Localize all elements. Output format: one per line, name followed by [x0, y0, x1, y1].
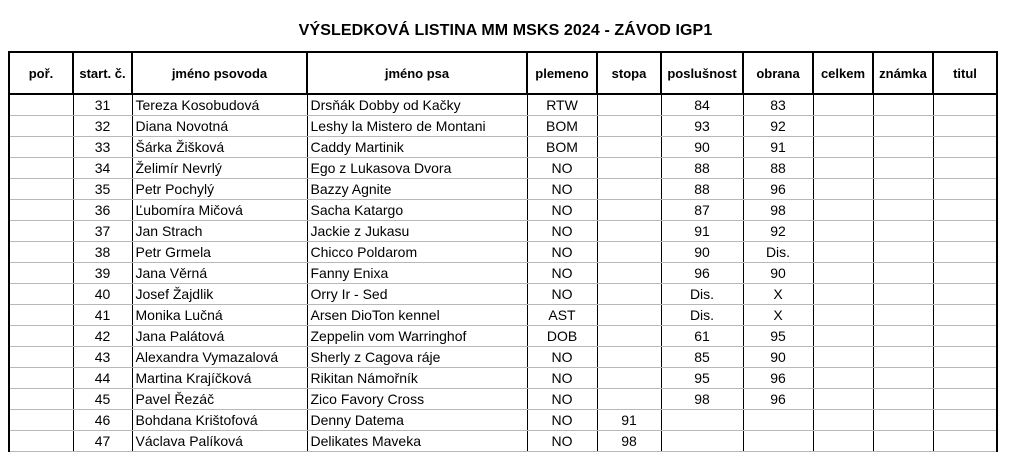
cell-rank	[9, 389, 73, 410]
header-cell: jméno psovoda	[132, 52, 307, 94]
cell-protection: 88	[743, 158, 813, 179]
cell-rank	[9, 431, 73, 452]
cell-dog-name: Sacha Katargo	[307, 200, 527, 221]
cell-breed: BOM	[527, 116, 597, 137]
cell-title	[933, 347, 997, 368]
cell-grade	[873, 431, 933, 452]
cell-title	[933, 158, 997, 179]
cell-handler-name: Petr Pochylý	[132, 179, 307, 200]
cell-start-number: 47	[73, 431, 132, 452]
cell-breed: AST	[527, 305, 597, 326]
header-cell: titul	[933, 52, 997, 94]
cell-total	[813, 179, 873, 200]
cell-start-number: 32	[73, 116, 132, 137]
cell-grade	[873, 179, 933, 200]
cell-handler-name: Diana Novotná	[132, 116, 307, 137]
cell-protection: 83	[743, 94, 813, 116]
cell-dog-name: Caddy Martinik	[307, 137, 527, 158]
cell-title	[933, 221, 997, 242]
cell-handler-name: Jana Palátová	[132, 326, 307, 347]
cell-title	[933, 284, 997, 305]
cell-handler-name: Monika Lučná	[132, 305, 307, 326]
cell-rank	[9, 116, 73, 137]
cell-tracking	[597, 368, 661, 389]
cell-rank	[9, 94, 73, 116]
cell-dog-name: Orry Ir - Sed	[307, 284, 527, 305]
cell-dog-name: Zico Favory Cross	[307, 389, 527, 410]
header-row	[9, 52, 997, 94]
cell-handler-name: Josef Žajdlik	[132, 284, 307, 305]
cell-dog-name: Drsňák Dobby od Kačky	[307, 94, 527, 116]
cell-tracking: 98	[597, 431, 661, 452]
cell-rank	[9, 368, 73, 389]
cell-protection: 91	[743, 137, 813, 158]
table-row	[9, 305, 997, 326]
cell-protection: Dis.	[743, 242, 813, 263]
table-row	[9, 431, 997, 452]
table-row	[9, 242, 997, 263]
cell-obedience: Dis.	[661, 305, 743, 326]
cell-breed: BOM	[527, 137, 597, 158]
cell-grade	[873, 305, 933, 326]
cell-breed: NO	[527, 242, 597, 263]
cell-obedience: 88	[661, 179, 743, 200]
table-row	[9, 158, 997, 179]
cell-handler-name: Bohdana Krištofová	[132, 410, 307, 431]
cell-total	[813, 284, 873, 305]
cell-title	[933, 263, 997, 284]
header-cell: jméno psa	[307, 52, 527, 94]
cell-start-number: 41	[73, 305, 132, 326]
cell-breed: NO	[527, 221, 597, 242]
table-row	[9, 94, 997, 116]
cell-total	[813, 116, 873, 137]
cell-dog-name: Rikitan Námořník	[307, 368, 527, 389]
cell-grade	[873, 389, 933, 410]
cell-tracking	[597, 158, 661, 179]
header-cell: celkem	[813, 52, 873, 94]
cell-total	[813, 431, 873, 452]
cell-grade	[873, 263, 933, 284]
cell-obedience: 90	[661, 242, 743, 263]
table-body	[9, 94, 997, 452]
cell-obedience: 93	[661, 116, 743, 137]
cell-total	[813, 389, 873, 410]
cell-handler-name: Jan Strach	[132, 221, 307, 242]
cell-obedience: 61	[661, 326, 743, 347]
cell-tracking: 91	[597, 410, 661, 431]
cell-protection	[743, 410, 813, 431]
header-cell: obrana	[743, 52, 813, 94]
cell-total	[813, 221, 873, 242]
cell-total	[813, 242, 873, 263]
table-row	[9, 410, 997, 431]
cell-handler-name: Jana Věrná	[132, 263, 307, 284]
cell-start-number: 37	[73, 221, 132, 242]
cell-breed: NO	[527, 200, 597, 221]
cell-title	[933, 410, 997, 431]
cell-rank	[9, 410, 73, 431]
cell-title	[933, 137, 997, 158]
cell-tracking	[597, 305, 661, 326]
cell-start-number: 45	[73, 389, 132, 410]
cell-grade	[873, 116, 933, 137]
table-row	[9, 326, 997, 347]
header-cell: poř.	[9, 52, 73, 94]
table-row	[9, 284, 997, 305]
cell-title	[933, 368, 997, 389]
cell-rank	[9, 137, 73, 158]
cell-obedience: 96	[661, 263, 743, 284]
cell-handler-name: Tereza Kosobudová	[132, 94, 307, 116]
cell-protection: 98	[743, 200, 813, 221]
cell-protection: 96	[743, 179, 813, 200]
cell-total	[813, 305, 873, 326]
cell-grade	[873, 368, 933, 389]
header-cell: známka	[873, 52, 933, 94]
cell-rank	[9, 179, 73, 200]
cell-grade	[873, 347, 933, 368]
cell-obedience	[661, 431, 743, 452]
table-row	[9, 179, 997, 200]
header-cell: stopa	[597, 52, 661, 94]
cell-grade	[873, 221, 933, 242]
table-row	[9, 347, 997, 368]
cell-dog-name: Chicco Poldarom	[307, 242, 527, 263]
cell-tracking	[597, 242, 661, 263]
cell-tracking	[597, 389, 661, 410]
cell-rank	[9, 221, 73, 242]
cell-start-number: 33	[73, 137, 132, 158]
table-row	[9, 368, 997, 389]
cell-obedience: 91	[661, 221, 743, 242]
cell-breed: RTW	[527, 94, 597, 116]
cell-obedience: 98	[661, 389, 743, 410]
cell-rank	[9, 305, 73, 326]
cell-start-number: 39	[73, 263, 132, 284]
cell-grade	[873, 94, 933, 116]
cell-total	[813, 410, 873, 431]
cell-rank	[9, 347, 73, 368]
cell-obedience: Dis.	[661, 284, 743, 305]
cell-tracking	[597, 116, 661, 137]
cell-title	[933, 326, 997, 347]
header-cell: start. č.	[73, 52, 132, 94]
header-cell: plemeno	[527, 52, 597, 94]
cell-total	[813, 200, 873, 221]
cell-rank	[9, 242, 73, 263]
cell-rank	[9, 158, 73, 179]
cell-protection: 92	[743, 116, 813, 137]
cell-total	[813, 263, 873, 284]
cell-obedience: 84	[661, 94, 743, 116]
cell-start-number: 31	[73, 94, 132, 116]
cell-start-number: 35	[73, 179, 132, 200]
table-row	[9, 137, 997, 158]
cell-breed: NO	[527, 263, 597, 284]
cell-title	[933, 200, 997, 221]
cell-tracking	[597, 347, 661, 368]
cell-start-number: 34	[73, 158, 132, 179]
cell-grade	[873, 326, 933, 347]
cell-total	[813, 326, 873, 347]
cell-dog-name: Leshy la Mistero de Montani	[307, 116, 527, 137]
cell-tracking	[597, 179, 661, 200]
cell-tracking	[597, 94, 661, 116]
cell-obedience: 88	[661, 158, 743, 179]
cell-start-number: 38	[73, 242, 132, 263]
cell-breed: NO	[527, 410, 597, 431]
cell-breed: NO	[527, 158, 597, 179]
cell-dog-name: Denny Datema	[307, 410, 527, 431]
cell-protection: 90	[743, 263, 813, 284]
cell-title	[933, 116, 997, 137]
cell-protection	[743, 431, 813, 452]
cell-dog-name: Zeppelin vom Warringhof	[307, 326, 527, 347]
cell-rank	[9, 284, 73, 305]
cell-tracking	[597, 200, 661, 221]
cell-rank	[9, 326, 73, 347]
cell-start-number: 42	[73, 326, 132, 347]
cell-total	[813, 347, 873, 368]
cell-dog-name: Fanny Enixa	[307, 263, 527, 284]
page-title: VÝSLEDKOVÁ LISTINA MM MSKS 2024 - ZÁVOD IGP1	[298, 22, 713, 39]
cell-breed: NO	[527, 431, 597, 452]
cell-title	[933, 431, 997, 452]
cell-handler-name: Želimír Nevrlý	[132, 158, 307, 179]
cell-breed: DOB	[527, 326, 597, 347]
table-row	[9, 389, 997, 410]
cell-grade	[873, 284, 933, 305]
cell-breed: NO	[527, 284, 597, 305]
cell-handler-name: Václava Palíková	[132, 431, 307, 452]
cell-breed: NO	[527, 368, 597, 389]
cell-breed: NO	[527, 347, 597, 368]
cell-handler-name: Martina Krajíčková	[132, 368, 307, 389]
cell-grade	[873, 200, 933, 221]
cell-protection: 96	[743, 368, 813, 389]
cell-handler-name: Ľubomíra Mičová	[132, 200, 307, 221]
cell-obedience: 95	[661, 368, 743, 389]
cell-title	[933, 94, 997, 116]
cell-obedience	[661, 410, 743, 431]
table-row	[9, 221, 997, 242]
cell-title	[933, 389, 997, 410]
cell-start-number: 40	[73, 284, 132, 305]
header-cell: poslušnost	[661, 52, 743, 94]
cell-tracking	[597, 284, 661, 305]
cell-tracking	[597, 326, 661, 347]
cell-start-number: 36	[73, 200, 132, 221]
cell-dog-name: Sherly z Cagova ráje	[307, 347, 527, 368]
table-row	[9, 263, 997, 284]
cell-handler-name: Petr Grmela	[132, 242, 307, 263]
cell-breed: NO	[527, 389, 597, 410]
cell-protection: X	[743, 284, 813, 305]
cell-obedience: 87	[661, 200, 743, 221]
cell-handler-name: Pavel Řezáč	[132, 389, 307, 410]
cell-rank	[9, 200, 73, 221]
cell-tracking	[597, 221, 661, 242]
cell-grade	[873, 242, 933, 263]
cell-rank	[9, 263, 73, 284]
table-row	[9, 116, 997, 137]
cell-obedience: 90	[661, 137, 743, 158]
cell-total	[813, 368, 873, 389]
cell-grade	[873, 137, 933, 158]
table-row	[9, 200, 997, 221]
cell-breed: NO	[527, 179, 597, 200]
cell-start-number: 43	[73, 347, 132, 368]
cell-title	[933, 242, 997, 263]
results-table	[8, 51, 998, 452]
cell-total	[813, 137, 873, 158]
cell-grade	[873, 410, 933, 431]
cell-dog-name: Delikates Maveka	[307, 431, 527, 452]
cell-protection: 92	[743, 221, 813, 242]
cell-dog-name: Jackie z Jukasu	[307, 221, 527, 242]
cell-title	[933, 305, 997, 326]
cell-handler-name: Alexandra Vymazalová	[132, 347, 307, 368]
cell-grade	[873, 158, 933, 179]
cell-protection: 95	[743, 326, 813, 347]
cell-obedience: 85	[661, 347, 743, 368]
cell-start-number: 46	[73, 410, 132, 431]
cell-protection: X	[743, 305, 813, 326]
cell-total	[813, 158, 873, 179]
cell-total	[813, 94, 873, 116]
cell-dog-name: Ego z Lukasova Dvora	[307, 158, 527, 179]
cell-title	[933, 179, 997, 200]
cell-dog-name: Bazzy Agnite	[307, 179, 527, 200]
cell-tracking	[597, 263, 661, 284]
cell-dog-name: Arsen DioTon kennel	[307, 305, 527, 326]
cell-tracking	[597, 137, 661, 158]
cell-protection: 96	[743, 389, 813, 410]
cell-handler-name: Šárka Žišková	[132, 137, 307, 158]
cell-start-number: 44	[73, 368, 132, 389]
cell-protection: 90	[743, 347, 813, 368]
